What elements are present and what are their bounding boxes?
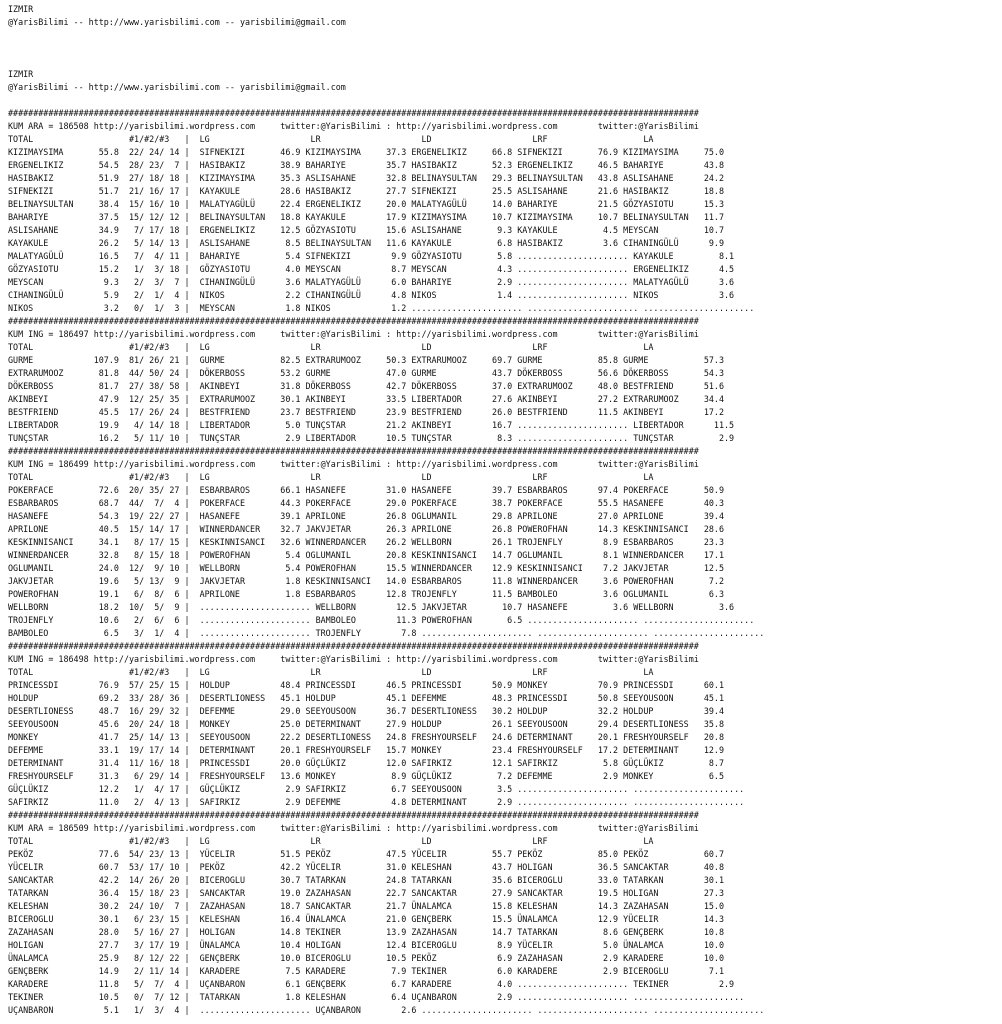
table-row: ERGENELIKIZ 54.5 28/ 23/ 7 | HASIBAKIZ 38.9 BAHARIYE 35.7 HASIBAKIZ 52.3 ERGENELIKIZ 46.5 BAHARIYE 43.8 <box>8 160 724 170</box>
separator-line: ######################################################################################################################################### <box>8 316 699 326</box>
table-row: HOLDUP 69.2 33/ 28/ 36 | DESERTLIONESS 45.1 HOLDUP 45.1 DEFEMME 48.3 PRINCESSDI 50.8 SEEYOUSOON 45.1 <box>8 693 724 703</box>
table-header: TOTAL #1/#2/#3 | LG LR LD LRF LA <box>8 472 654 482</box>
spacer <box>8 29 998 42</box>
table-row: ZAZAHASAN 28.0 5/ 16/ 27 | HOLIGAN 14.8 TEKINER 13.9 ZAZAHASAN 14.7 TATARKAN 8.6 GENÇBERK 10.8 <box>8 927 724 937</box>
table-row: TATARKAN 36.4 15/ 18/ 23 | SANCAKTAR 19.0 ZAZAHASAN 22.7 SANCAKTAR 27.9 SANCAKTAR 19.5 HOLIGAN 27.3 <box>8 888 724 898</box>
separator-line: ######################################################################################################################################### <box>8 108 699 118</box>
table-row: KAYAKULE 26.2 5/ 14/ 13 | ASLISAHANE 8.5 BELINAYSULTAN 11.6 KAYAKULE 6.8 HASIBAKIZ 3.6 CIHANINGÜLÜ 9.9 <box>8 238 724 248</box>
table-row: SAFIRKIZ 11.0 2/ 4/ 13 | SAFIRKIZ 2.9 DEFEMME 4.8 DETERMINANT 2.9 ...................... ...................... <box>8 797 745 807</box>
table-row: DETERMINANT 31.4 11/ 16/ 18 | PRINCESSDI 20.0 GÜÇLÜKIZ 12.0 SAFIRKIZ 12.1 SAFIRKIZ 5.8 GÜÇLÜKIZ 8.7 <box>8 758 724 768</box>
table-header: TOTAL #1/#2/#3 | LG LR LD LRF LA <box>8 836 654 846</box>
table-row: EXTRARUMOOZ 81.8 44/ 50/ 24 | DÖKERBOSS 53.2 GURME 47.0 GURME 43.7 DÖKERBOSS 56.6 DÖKERBOSS 54.3 <box>8 368 724 378</box>
table-row: GENÇBERK 14.9 2/ 11/ 14 | KARADERE 7.5 KARADERE 7.9 TEKINER 6.0 KARADERE 2.9 BICEROGLU 7.1 <box>8 966 724 976</box>
table-row: GÖZYASIOTU 15.2 1/ 3/ 18 | GÖZYASIOTU 4.0 MEYSCAN 8.7 MEYSCAN 4.3 ...................... ERGENELIKIZ 4.5 <box>8 264 735 274</box>
table-row: ESBARBAROS 68.7 44/ 7/ 4 | POKERFACE 44.3 POKERFACE 29.0 POKERFACE 38.7 POKERFACE 55.5 HASANEFE 40.3 <box>8 498 724 508</box>
table-row: DEFEMME 33.1 19/ 17/ 14 | DETERMINANT 20.1 FRESHYOURSELF 15.7 MONKEY 23.4 FRESHYOURSELF 17.2 DETERMINANT 12.9 <box>8 745 724 755</box>
table-row: HASANEFE 54.3 19/ 22/ 27 | HASANEFE 39.1 APRILONE 26.8 OGLUMANIL 29.8 APRILONE 27.0 APRILONE 39.4 <box>8 511 724 521</box>
section-title: KUM ING = 186499 http://yarisbilimi.wordpress.com twitter:@YarisBilimi : http://yarisbilimi.wordpress.com twitter:@YarisBilimi <box>8 459 699 469</box>
table-row: MONKEY 41.7 25/ 14/ 13 | SEEYOUSOON 22.2 DESERTLIONESS 24.8 FRESHYOURSELF 24.6 DETERMINANT 20.1 FRESHYOURSELF 20.8 <box>8 732 724 742</box>
table-row: TROJENFLY 10.6 2/ 6/ 6 | ...................... BAMBOLEO 11.3 POWEROFHAN 6.5 ...................... ...................... <box>8 615 755 625</box>
table-row: BAMBOLEO 6.5 3/ 1/ 4 | ...................... TROJENFLY 7.8 ...................... ...................... ...................... <box>8 628 765 638</box>
table-row: LIBERTADOR 19.9 4/ 14/ 18 | LIBERTADOR 5.0 TUNÇSTAR 21.2 AKINBEYI 16.7 ...................... LIBERTADOR 11.5 <box>8 420 735 430</box>
credit-line: @YarisBilimi -- http://www.yarisbilimi.com -- yarisbilimi@gmail.com <box>8 17 346 27</box>
table-row: SEEYOUSOON 45.6 20/ 24/ 18 | MONKEY 25.0 DETERMINANT 27.9 HOLDUP 26.1 SEEYOUSOON 29.4 DESERTLIONESS 35.8 <box>8 719 724 729</box>
table-row: GURME 107.9 81/ 26/ 21 | GURME 82.5 EXTRARUMOOZ 50.3 EXTRARUMOOZ 69.7 GURME 85.8 GURME 57.3 <box>8 355 724 365</box>
section-title: KUM ING = 186498 http://yarisbilimi.wordpress.com twitter:@YarisBilimi : http://yarisbilimi.wordpress.com twitter:@YarisBilimi <box>8 654 699 664</box>
table-row: PRINCESSDI 76.9 57/ 25/ 15 | HOLDUP 48.4 PRINCESSDI 46.5 PRINCESSDI 50.9 MONKEY 70.9 PRINCESSDI 60.1 <box>8 680 724 690</box>
race-sections <box>8 107 998 1017</box>
table-row: KESKINNISANCI 34.1 8/ 17/ 15 | KESKINNISANCI 32.6 WINNERDANCER 26.2 WELLBORN 26.1 TROJENFLY 8.9 ESBARBAROS 23.3 <box>8 537 724 547</box>
table-row: PEKÖZ 77.6 54/ 23/ 13 | YÜCELIR 51.5 PEKÖZ 47.5 YÜCELIR 55.7 PEKÖZ 85.0 PEKÖZ 60.7 <box>8 849 724 859</box>
table-header: TOTAL #1/#2/#3 | LG LR LD LRF LA <box>8 342 654 352</box>
table-row: POKERFACE 72.6 20/ 35/ 27 | ESBARBAROS 66.1 HASANEFE 31.0 HASANEFE 39.7 ESBARBAROS 97.4 POKERFACE 50.9 <box>8 485 724 495</box>
document-body <box>8 3 998 1017</box>
table-row: ÜNALAMCA 25.9 8/ 12/ 22 | GENÇBERK 10.0 BICEROGLU 10.5 PEKÖZ 6.9 ZAZAHASAN 2.9 KARADERE 10.0 <box>8 953 724 963</box>
table-row: BICEROGLU 30.1 6/ 23/ 15 | KELESHAN 16.4 ÜNALAMCA 21.0 GENÇBERK 15.5 ÜNALAMCA 12.9 YÜCELIR 14.3 <box>8 914 724 924</box>
table-row: SANCAKTAR 42.2 14/ 26/ 20 | BICEROGLU 30.7 TATARKAN 24.8 TATARKAN 35.6 BICEROGLU 33.0 TATARKAN 30.1 <box>8 875 724 885</box>
table-row: ASLISAHANE 34.9 7/ 17/ 18 | ERGENELIKIZ 12.5 GÖZYASIOTU 15.6 ASLISAHANE 9.3 KAYAKULE 4.5 MEYSCAN 10.7 <box>8 225 724 235</box>
credit-line: @YarisBilimi -- http://www.yarisbilimi.com -- yarisbilimi@gmail.com <box>8 82 346 92</box>
table-row: BELINAYSULTAN 38.4 15/ 16/ 10 | MALATYAGÜLÜ 22.4 ERGENELIKIZ 20.0 MALATYAGÜLÜ 14.0 BAHARIYE 21.5 GÖZYASIOTU 15.3 <box>8 199 724 209</box>
table-row: KELESHAN 30.2 24/ 10/ 7 | ZAZAHASAN 18.7 SANCAKTAR 21.7 ÜNALAMCA 15.8 KELESHAN 14.3 ZAZAHASAN 15.0 <box>8 901 724 911</box>
table-row: BAHARIYE 37.5 15/ 12/ 12 | BELINAYSULTAN 18.8 KAYAKULE 17.9 KIZIMAYSIMA 10.7 KIZIMAYSIMA 10.7 BELINAYSULTAN 11.7 <box>8 212 724 222</box>
table-row: TUNÇSTAR 16.2 5/ 11/ 10 | TUNÇSTAR 2.9 LIBERTADOR 10.5 TUNÇSTAR 8.3 ...................... TUNÇSTAR 2.9 <box>8 433 735 443</box>
table-row: MEYSCAN 9.3 2/ 3/ 7 | CIHANINGÜLÜ 3.6 MALATYAGÜLÜ 6.0 BAHARIYE 2.9 ...................... MALATYAGÜLÜ 3.6 <box>8 277 735 287</box>
table-row: DÖKERBOSS 81.7 27/ 38/ 58 | AKINBEYI 31.8 DÖKERBOSS 42.7 DÖKERBOSS 37.0 EXTRARUMOOZ 48.0 BESTFRIEND 51.6 <box>8 381 724 391</box>
separator-line: ######################################################################################################################################### <box>8 641 699 651</box>
separator-line: ######################################################################################################################################### <box>8 810 699 820</box>
table-row: WINNERDANCER 32.8 8/ 15/ 18 | POWEROFHAN 5.4 OGLUMANIL 20.8 KESKINNISANCI 14.7 OGLUMANIL 8.1 WINNERDANCER 17.1 <box>8 550 724 560</box>
table-row: APRILONE 40.5 15/ 14/ 17 | WINNERDANCER 32.7 JAKVJETAR 26.3 APRILONE 26.8 POWEROFHAN 14.3 KESKINNISANCI 28.6 <box>8 524 724 534</box>
table-row: POWEROFHAN 19.1 6/ 8/ 6 | APRILONE 1.8 ESBARBAROS 12.8 TROJENFLY 11.5 BAMBOLEO 3.6 OGLUMANIL 6.3 <box>8 589 724 599</box>
table-row: MALATYAGÜLÜ 16.5 7/ 4/ 11 | BAHARIYE 5.4 SIFNEKIZI 9.9 GÖZYASIOTU 5.8 ...................... KAYAKULE 8.1 <box>8 251 735 261</box>
table-row: KARADERE 11.8 5/ 7/ 4 | UÇANBARON 6.1 GENÇBERK 6.7 KARADERE 4.0 ...................... TEKINER 2.9 <box>8 979 735 989</box>
table-header: TOTAL #1/#2/#3 | LG LR LD LRF LA <box>8 134 654 144</box>
spacer <box>8 55 998 68</box>
city-name: IZMIR <box>8 4 34 14</box>
city-name: IZMIR <box>8 69 34 79</box>
table-row: KIZIMAYSIMA 55.8 22/ 24/ 14 | SIFNEKIZI 46.9 KIZIMAYSIMA 37.3 ERGENELIKIZ 66.8 SIFNEKIZI 76.9 KIZIMAYSIMA 75.0 <box>8 147 724 157</box>
table-row: AKINBEYI 47.9 12/ 25/ 35 | EXTRARUMOOZ 30.1 AKINBEYI 33.5 LIBERTADOR 27.6 AKINBEYI 27.2 EXTRARUMOOZ 34.4 <box>8 394 724 404</box>
table-row: OGLUMANIL 24.0 12/ 9/ 10 | WELLBORN 5.4 POWEROFHAN 15.5 WINNERDANCER 12.9 KESKINNISANCI 7.2 JAKVJETAR 12.5 <box>8 563 724 573</box>
table-row: WELLBORN 18.2 10/ 5/ 9 | ...................... WELLBORN 12.5 JAKVJETAR 10.7 HASANEFE 3.6 WELLBORN 3.6 <box>8 602 735 612</box>
table-row: CIHANINGÜLÜ 5.9 2/ 1/ 4 | NIKOS 2.2 CIHANINGÜLÜ 4.8 NIKOS 1.4 ...................... NIKOS 3.6 <box>8 290 735 300</box>
spacer <box>8 42 998 55</box>
table-row: HOLIGAN 27.7 3/ 17/ 19 | ÜNALAMCA 10.4 HOLIGAN 12.4 BICEROGLU 8.9 YÜCELIR 5.0 ÜNALAMCA 10.0 <box>8 940 724 950</box>
section-title: KUM ING = 186497 http://yarisbilimi.wordpress.com twitter:@YarisBilimi : http://yarisbilimi.wordpress.com twitter:@YarisBilimi <box>8 329 699 339</box>
header-block-1 <box>8 3 998 29</box>
section-title: KUM ARA = 186508 http://yarisbilimi.wordpress.com twitter:@YarisBilimi : http://yarisbilimi.wordpress.com twitter:@YarisBilimi <box>8 121 699 131</box>
table-header: TOTAL #1/#2/#3 | LG LR LD LRF LA <box>8 667 654 677</box>
table-row: YÜCELIR 60.7 53/ 17/ 10 | PEKÖZ 42.2 YÜCELIR 31.0 KELESHAN 43.7 HOLIGAN 36.5 SANCAKTAR 40.8 <box>8 862 724 872</box>
table-row: DESERTLIONESS 48.7 16/ 29/ 32 | DEFEMME 29.0 SEEYOUSOON 36.7 DESERTLIONESS 30.2 HOLDUP 32.2 HOLDUP 39.4 <box>8 706 724 716</box>
table-row: TEKINER 10.5 0/ 7/ 12 | TATARKAN 1.8 KELESHAN 6.4 UÇANBARON 2.9 ...................... ...................... <box>8 992 745 1002</box>
spacer <box>8 94 998 107</box>
table-row: SIFNEKIZI 51.7 21/ 16/ 17 | KAYAKULE 28.6 HASIBAKIZ 27.7 SIFNEKIZI 25.5 ASLISAHANE 21.6 HASIBAKIZ 18.8 <box>8 186 724 196</box>
table-row: FRESHYOURSELF 31.3 6/ 29/ 14 | FRESHYOURSELF 13.6 MONKEY 8.9 GÜÇLÜKIZ 7.2 DEFEMME 2.9 MONKEY 6.5 <box>8 771 724 781</box>
table-row: GÜÇLÜKIZ 12.2 1/ 4/ 17 | GÜÇLÜKIZ 2.9 SAFIRKIZ 6.7 SEEYOUSOON 3.5 ...................... ...................... <box>8 784 745 794</box>
table-row: BESTFRIEND 45.5 17/ 26/ 24 | BESTFRIEND 23.7 BESTFRIEND 23.9 BESTFRIEND 26.0 BESTFRIEND 11.5 AKINBEYI 17.2 <box>8 407 724 417</box>
table-row: JAKVJETAR 19.6 5/ 13/ 9 | JAKVJETAR 1.8 KESKINNISANCI 14.0 ESBARBAROS 11.8 WINNERDANCER 3.6 POWEROFHAN 7.2 <box>8 576 724 586</box>
table-row: NIKOS 3.2 0/ 1/ 3 | MEYSCAN 1.8 NIKOS 1.2 ...................... ...................... ...................... <box>8 303 755 313</box>
table-row: UÇANBARON 5.1 1/ 3/ 4 | ...................... UÇANBARON 2.6 ...................... ...................... ...................... <box>8 1005 765 1015</box>
table-row: HASIBAKIZ 51.9 27/ 18/ 18 | KIZIMAYSIMA 35.3 ASLISAHANE 32.8 BELINAYSULTAN 29.3 BELINAYSULTAN 43.8 ASLISAHANE 24.2 <box>8 173 724 183</box>
section-title: KUM ARA = 186509 http://yarisbilimi.wordpress.com twitter:@YarisBilimi : http://yarisbilimi.wordpress.com twitter:@YarisBilimi <box>8 823 699 833</box>
header-block-2 <box>8 68 998 94</box>
separator-line: ######################################################################################################################################### <box>8 446 699 456</box>
